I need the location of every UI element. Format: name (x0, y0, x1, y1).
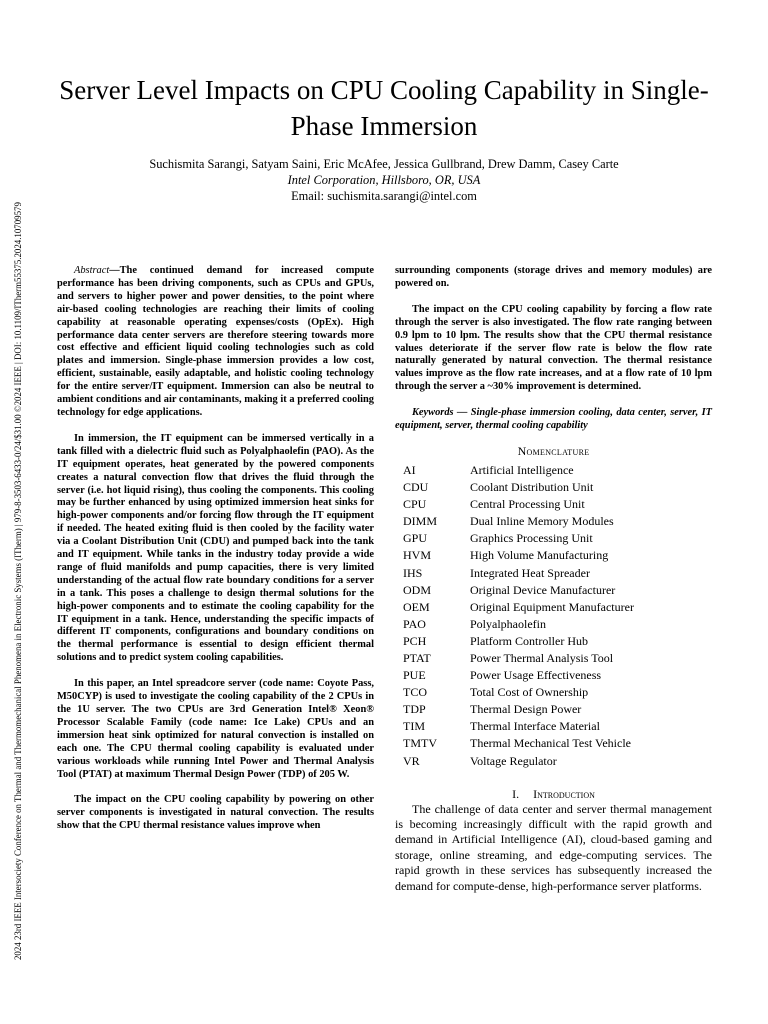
nomenclature-abbr: VR (403, 753, 420, 768)
body-paragraph: surrounding components (storage drives and memory modules) are powered on. (395, 265, 712, 289)
nomenclature-abbr: TDP (403, 702, 426, 717)
nomenclature-abbr: PUE (403, 668, 426, 683)
nomenclature-abbr: TIM (403, 719, 425, 734)
nomenclature-row (395, 565, 712, 582)
nomenclature-row (395, 701, 712, 718)
left-column (57, 265, 374, 846)
nomenclature-table (395, 462, 712, 770)
body-paragraph: In this paper, an Intel spreadcore server (code name: Coyote Pass, M50CYP) is used to investigate the cooling capability of the 2 CPUs in the 1U server. The two CPUs are 3rd Generation Intel® Xeon® Processor Scalable Family (code name: Ice Lake) CPUs and an immersion heat sink optimized for natural convection is installed on each one. The CPU thermal cooling capability is evaluated under various workloads while running Intel Power and Thermal Analysis Tool (PTAT) at maximum Thermal Design Power (TDP) of 205 W. (57, 678, 374, 780)
paper-title: Server Level Impacts on CPU Cooling Capability in Single-Phase Immersion (59, 75, 709, 141)
nomenclature-abbr: HVM (403, 548, 432, 563)
nomenclature-row (395, 616, 712, 633)
nomenclature-abbr: ODM (403, 582, 432, 597)
nomenclature-definition: Thermal Design Power (470, 702, 582, 717)
nomenclature-row (395, 582, 712, 599)
nomenclature-abbr: DIMM (403, 514, 438, 529)
author-list: Suchismita Sarangi, Satyam Saini, Eric McAfee, Jessica Gullbrand, Drew Damm, Casey Carte (149, 157, 619, 171)
nomenclature-abbr: GPU (403, 531, 428, 546)
nomenclature-row (395, 684, 712, 701)
intro-paragraph: The challenge of data center and server thermal management is becoming increasingly difficult with the rapid growth and demand in Artificial Intelligence (AI), cloud-based gaming and storage, online streaming, and edge-computing services. The rapid growth in these services has subsequently increased the demand for compute-dense, high-performance server platforms. (395, 801, 712, 893)
nomenclature-row (395, 479, 712, 496)
nomenclature-abbr: IHS (403, 565, 423, 580)
nomenclature-abbr: PTAT (403, 651, 431, 665)
author-block (40, 156, 728, 204)
affiliation: Intel Corporation, Hillsboro, OR, USA (287, 173, 481, 187)
right-column (395, 265, 712, 894)
keywords-text: Single-phase immersion cooling, data center, server, IT equipment, server, thermal cooling capability (395, 407, 712, 432)
abstract-label: Abstract (74, 265, 110, 276)
nomenclature-definition: Thermal Mechanical Test Vehicle (470, 736, 631, 751)
nomenclature-row (395, 667, 712, 684)
body-paragraph: The impact on the CPU cooling capability by forcing a flow rate through the server is also investigated. The flow rate ranging between 0.9 lpm to 10 lpm. The results show that the CPU thermal resistance values deteriorate if the server flow rate is below the flow rate naturally generated by natural convection. The thermal resistance values improve as the flow rate increases, and at a flow rate of 10 lpm through the server a ~30% improvement is determined. (395, 303, 712, 393)
nomenclature-definition: Thermal Interface Material (470, 719, 600, 734)
nomenclature-row (395, 753, 712, 770)
nomenclature-abbr: CDU (403, 480, 429, 495)
nomenclature-definition: Platform Controller Hub (470, 633, 588, 648)
nomenclature-abbr: TMTV (403, 736, 437, 751)
nomenclature-definition: Power Usage Effectiveness (470, 668, 602, 683)
nomenclature-definition: Original Device Manufacturer (470, 582, 616, 597)
nomenclature-definition: Dual Inline Memory Modules (470, 514, 614, 529)
nomenclature-definition: Coolant Distribution Unit (470, 480, 594, 495)
nomenclature-definition: Graphics Processing Unit (470, 531, 593, 546)
nomenclature-row (395, 633, 712, 650)
nomenclature-definition: Integrated Heat Spreader (470, 565, 590, 580)
keywords-label: Keywords — (412, 407, 471, 419)
nomenclature-definition: Central Processing Unit (470, 497, 585, 512)
abstract (57, 265, 374, 420)
nomenclature-row (395, 513, 712, 530)
nomenclature-definition: Voltage Regulator (470, 753, 557, 768)
nomenclature-definition: Polyalphaolefin (470, 616, 546, 631)
nomenclature-abbr: CPU (403, 497, 427, 512)
side-citation-text: 2024 23rd IEEE Intersociety Conference on Thermal and Thermomechanical Phenomena in Electronic Systems (ITherm) | 979-8-3503-6433-0/24/$31.00 ©2024 IEEE | DOI: 10.1109/ITherm55375.2024.10709579 (13, 202, 23, 960)
section-number: I. (512, 786, 520, 801)
nomenclature-row (395, 496, 712, 513)
nomenclature-abbr: PCH (403, 633, 427, 648)
body-paragraph: In immersion, the IT equipment can be immersed vertically in a tank filled with a dielectric fluid such as Polyalphaolefin (PAO). As the IT equipment operates, heat generated by the powered components creates a natural convection flow that drives the fluid through the server (i.e. hot liquid rising), thus cooling the components. This cooling may be further enhanced by using optimized immersion heat sinks for high-power components and/or forcing flow through the IT equipment if needed. The heated exiting fluid is then cooled by the facility water via a Coolant Distribution Unit (CDU) and pumped back into the tank and IT equipment. While tanks in the industry today provide a wide range of fluid manifolds and pump capacities, there is very limited understanding of the actual flow rate boundary conditions for a server in a tank. This poses a challenge to design thermal solutions for the high-power components and to estimate the cooling capability for the IT equipment in a tank. Hence, understanding the specific impacts of different IT components, configurations and boundary conditions on the thermal performance is essential to design efficient thermal solutions and to predict system cooling capabilities. (57, 432, 374, 664)
nomenclature-row (395, 530, 712, 547)
nomenclature-abbr: OEM (403, 599, 430, 614)
side-citation (8, 70, 28, 960)
nomenclature-definition: Power Thermal Analysis Tool (470, 651, 614, 665)
nomenclature-definition: Total Cost of Ownership (470, 685, 589, 700)
nomenclature-abbr: AI (403, 462, 416, 477)
nomenclature-row (395, 462, 712, 479)
nomenclature-definition: High Volume Manufacturing (470, 548, 609, 563)
nomenclature-heading: Nomenclature (517, 443, 590, 458)
body-paragraph: The impact on the CPU cooling capability by powering on other server components is investigated in natural convection. The results show that the CPU thermal resistance values improve when (57, 794, 374, 832)
nomenclature-definition: Original Equipment Manufacturer (470, 599, 634, 614)
keywords (395, 407, 712, 433)
section-title: Introduction (533, 786, 595, 801)
nomenclature-definition: Artificial Intelligence (470, 462, 574, 477)
nomenclature-row (395, 599, 712, 616)
abstract-text: —The continued demand for increased compute performance has been driving components, such as CPUs and GPUs, and servers to higher power and power densities, to the point where air-based cooling technologies are reaching their limits of cooling capability at reasonable operating expenses/costs (OpEx). High performance data center servers are therefore steering towards more cost effective and efficient liquid cooling technologies such as cold plates and immersion. Single-phase immersion provides a low cost, efficient, sustainable, easily adaptable, and holistic cooling technology for the entire server/IT equipment. Immersion can also be neutral to ambient conditions and air contaminants, making it a preferred cooling technology for edge applications. (57, 265, 374, 418)
nomenclature-abbr: PAO (403, 616, 426, 631)
nomenclature-abbr: TCO (403, 685, 427, 700)
nomenclature-row (395, 718, 712, 735)
nomenclature-row (395, 547, 712, 564)
section-heading (395, 787, 712, 801)
nomenclature-row (395, 650, 712, 667)
nomenclature-row (395, 735, 712, 752)
email[interactable]: Email: suchismita.sarangi@intel.com (291, 189, 477, 203)
